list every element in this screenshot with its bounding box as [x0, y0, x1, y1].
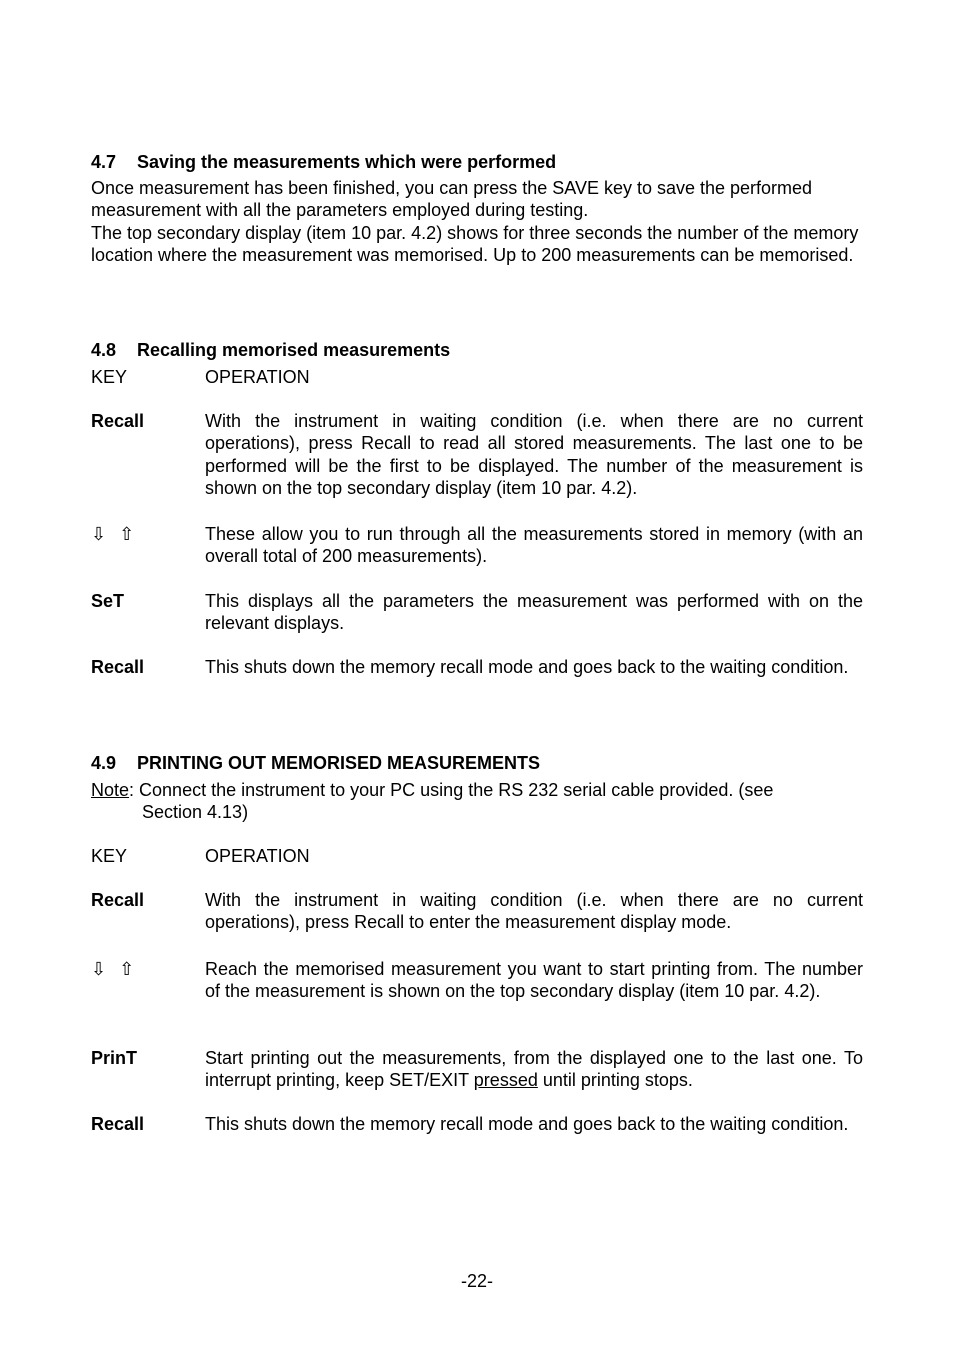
column-header-operation: OPERATION — [205, 367, 310, 387]
note-label: Note — [91, 780, 130, 800]
key-label: Recall — [91, 657, 145, 677]
section-title: PRINTING OUT MEMORISED MEASUREMENTS — [137, 753, 541, 773]
operation-text: These allow you to run through all the measurements stored in memory (with an overall total of 200 measurements). — [205, 524, 863, 567]
operation-text: Reach the memorised measurement you want to start printing from. The number of the measurement is shown on the top secondary display (item 10 par. 4.2). — [205, 959, 863, 1002]
underlined-word: pressed — [473, 1070, 538, 1091]
page-number: -22- — [460, 1271, 493, 1291]
paragraph: Once measurement has been finished, you can press the SAVE key to save the performed measurement with all the parameters employed during testing. — [91, 178, 813, 221]
paragraph: The top secondary display (item 10 par. 4.2) shows for three seconds the number of the memory location where the measurement was memorised. Up to 200 measurements can be memorised. — [91, 222, 859, 266]
note-text: : Connect the instrument to your PC using the RS 232 serial cable provided. (see — [129, 780, 774, 800]
key-label: Recall — [91, 411, 145, 431]
note-block — [91, 779, 863, 824]
key-label: Recall — [91, 1114, 145, 1134]
operation-text: This shuts down the memory recall mode and goes back to the waiting condition. — [205, 657, 849, 677]
key-label: Recall — [91, 890, 145, 910]
operation-text: With the instrument in waiting condition (i.e. when there are no current operations), press Recall to read all stored measurements. The last one to be performed will be the first to be displayed. The number of the measurement is shown on the top secondary display (item 10 par. 4.2). — [205, 411, 863, 499]
operation-text-part: until printing stops. — [537, 1070, 693, 1091]
operation-text: With the instrument in waiting condition (i.e. when there are no current operations), press Recall to enter the measurement display mode. — [205, 890, 863, 933]
arrow-keys-icon: ⇩ ⇧ — [91, 959, 139, 979]
operation-text: This shuts down the memory recall mode and goes back to the waiting condition. — [205, 1114, 849, 1134]
section-number: 4.8 — [91, 340, 117, 360]
section-number: 4.9 — [91, 753, 117, 773]
section-4-8-heading — [91, 339, 450, 361]
section-4-9-heading — [91, 752, 540, 774]
note-continuation: Section 4.13) — [142, 802, 249, 823]
operation-text-part: Start printing out the measurements, from the displayed one to the last one. To interrupt printing, keep SET/EXIT — [205, 1048, 863, 1091]
section-title: Recalling memorised measurements — [137, 340, 451, 360]
arrow-keys-icon: ⇩ ⇧ — [91, 524, 139, 544]
key-label: PrinT — [91, 1048, 138, 1068]
column-header-key: KEY — [91, 367, 128, 387]
column-header-operation: OPERATION — [205, 846, 310, 866]
section-4-7-heading — [91, 151, 556, 173]
column-header-key: KEY — [91, 846, 128, 866]
section-number: 4.7 — [91, 152, 117, 172]
operation-text — [205, 1047, 863, 1092]
section-4-7-body — [91, 177, 863, 267]
section-title: Saving the measurements which were performed — [137, 152, 557, 172]
key-label: SeT — [91, 591, 125, 611]
operation-text: This displays all the parameters the measurement was performed with on the relevant displays. — [205, 591, 863, 634]
